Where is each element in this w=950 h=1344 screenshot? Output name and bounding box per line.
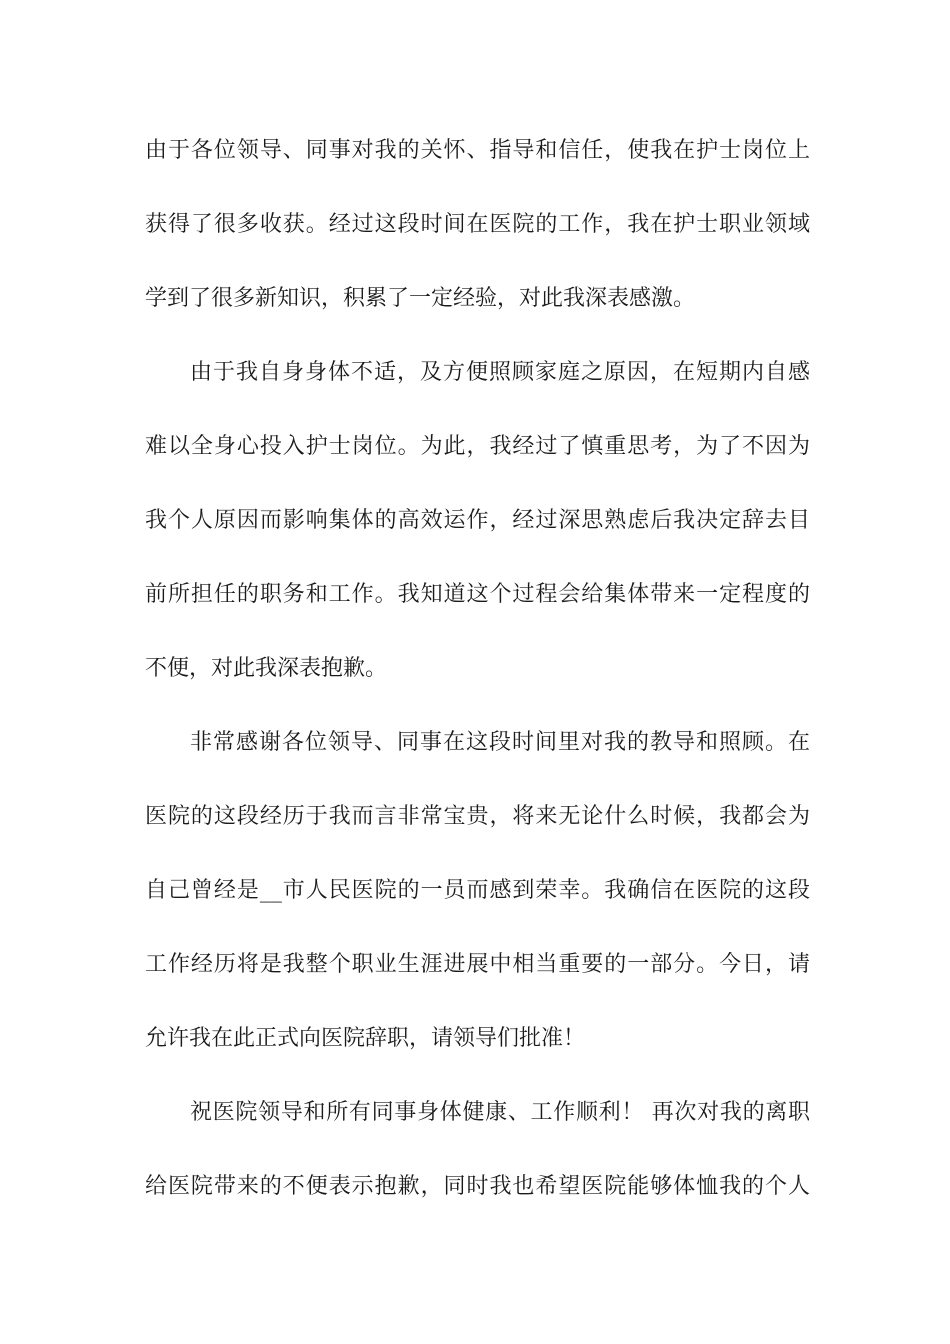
text-line: 学到了很多新知识，积累了一定经验，对此我深表感激。 (145, 286, 696, 311)
text-line: 允许我在此正式向医院辞职，请领导们批准！ (145, 1026, 586, 1051)
text-line: 前所担任的职务和工作。我知道这个过程会给集体带来一定程度的 (145, 582, 810, 607)
text-line: 不便，对此我深表抱歉。 (145, 656, 388, 681)
text-line: 难以全身心投入护士岗位。为此，我经过了慎重思考，为了不因为 (145, 434, 810, 459)
text-line: 工作经历将是我整个职业生涯进展中相当重要的一部分。今日，请 (145, 952, 810, 977)
text-line: 由于各位领导、同事对我的关怀、指导和信任，使我在护士岗位上 (145, 138, 810, 163)
text-line: 祝医院领导和所有同事身体健康、工作顺利！ 再次对我的离职 (190, 1100, 810, 1125)
text-line: 由于我自身身体不适，及方便照顾家庭之原因，在短期内自感 (190, 360, 810, 385)
text-line: 给医院带来的不便表示抱歉，同时我也希望医院能够体恤我的个人 (145, 1174, 810, 1199)
text-line: 非常感谢各位领导、同事在这段时间里对我的教导和照顾。在 (190, 730, 810, 755)
text-line: 自己曾经是__市人民医院的一员而感到荣幸。我确信在医院的这段 (145, 878, 810, 903)
text-line: 获得了很多收获。经过这段时间在医院的工作，我在护士职业领域 (145, 212, 810, 237)
text-line: 我个人原因而影响集体的高效运作，经过深思熟虑后我决定辞去目 (145, 508, 810, 533)
text-line: 医院的这段经历于我而言非常宝贵，将来无论什么时候，我都会为 (145, 804, 810, 829)
